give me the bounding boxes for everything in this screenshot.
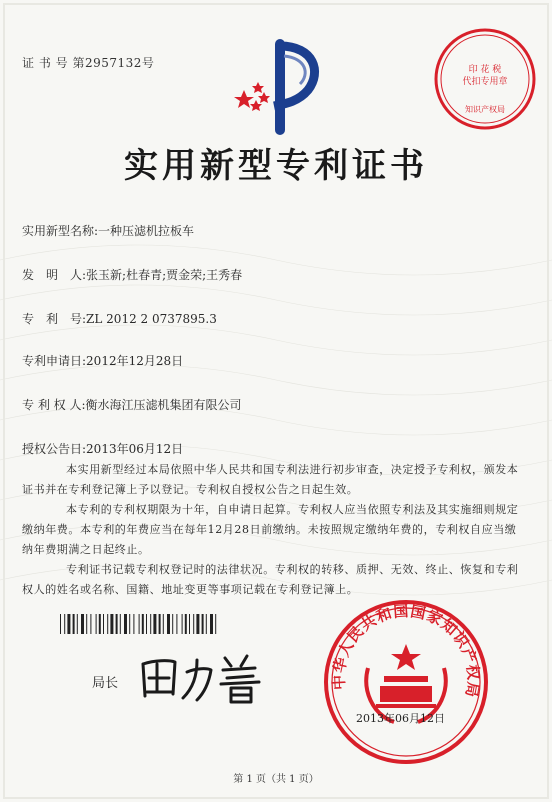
inventor-label: 发 明 人: [22,268,87,282]
director-label: 局长 [92,676,119,691]
patent-number-row [22,310,217,327]
filing-date-label: 专利申请日: [22,354,87,368]
name-label: 实用新型名称: [22,224,99,238]
page-footer: 第 1 页（共 1 页） [233,774,319,785]
utility-model-name-row [22,222,194,239]
grant-date-row [22,440,183,457]
national-ip-office-seal-icon [322,598,490,766]
inventor-row [22,266,242,283]
patentee-value: 衡水海江压滤机集团有限公司 [85,398,242,412]
body-paragraph-1: 本实用新型经过本局依照中华人民共和国专利法进行初步审查，决定授予专利权，颁发本证书并在专利登记簿上予以登记。专利权自授权公告之日起生效。 [22,463,519,496]
certificate-body [22,460,527,600]
patent-number-label: 专 利 号: [22,312,87,326]
director-signature [135,648,270,706]
grant-date-value: 2013年06月12日 [86,442,184,456]
svg-text:印 花 税: 印 花 税 [468,65,502,75]
certificate-title: 实用新型专利证书 [124,146,428,186]
certificate-number: 证 书 号 第2957132号 [22,56,155,70]
svg-text:知识产权局: 知识产权局 [465,105,505,114]
svg-text:代扣专用章: 代扣专用章 [462,77,508,87]
inventor-value: 张玉新;杜春青;贾金荣;王秀春 [86,268,243,282]
patentee-label: 专 利 权 人: [22,398,86,412]
body-paragraph-3: 专利证书记载专利权登记时的法律状况。专利权的转移、质押、无效、终止、恢复和专利权人的姓名或名称、国籍、地址变更等事项记载在专利登记簿上。 [22,563,519,596]
filing-date-row [22,352,183,369]
institution-seal-icon [432,26,538,132]
seal-date: 2013年06月12日 [356,712,445,725]
patentee-row [22,396,242,413]
sipo-logo-icon [222,34,332,144]
body-paragraph-2: 本专利的专利权期限为十年，自申请日起算。专利权人应当依照专利法及其实施细则规定缴纳年费。本专利的年费应当在每年12月28日前缴纳。未按照规定缴纳年费的，专利权自应当缴纳年费期满之日起终止。 [22,503,519,556]
grant-date-label: 授权公告日: [22,442,87,456]
name-value: 一种压滤机拉板车 [98,224,195,238]
patent-number-value: ZL 2012 2 0737895.3 [86,312,217,326]
filing-date-value: 2012年12月28日 [86,354,184,368]
svg-text:中华人民共和国国家知识产权局: 中华人民共和国国家知识产权局 [329,602,483,700]
barcode-icon [60,614,220,634]
